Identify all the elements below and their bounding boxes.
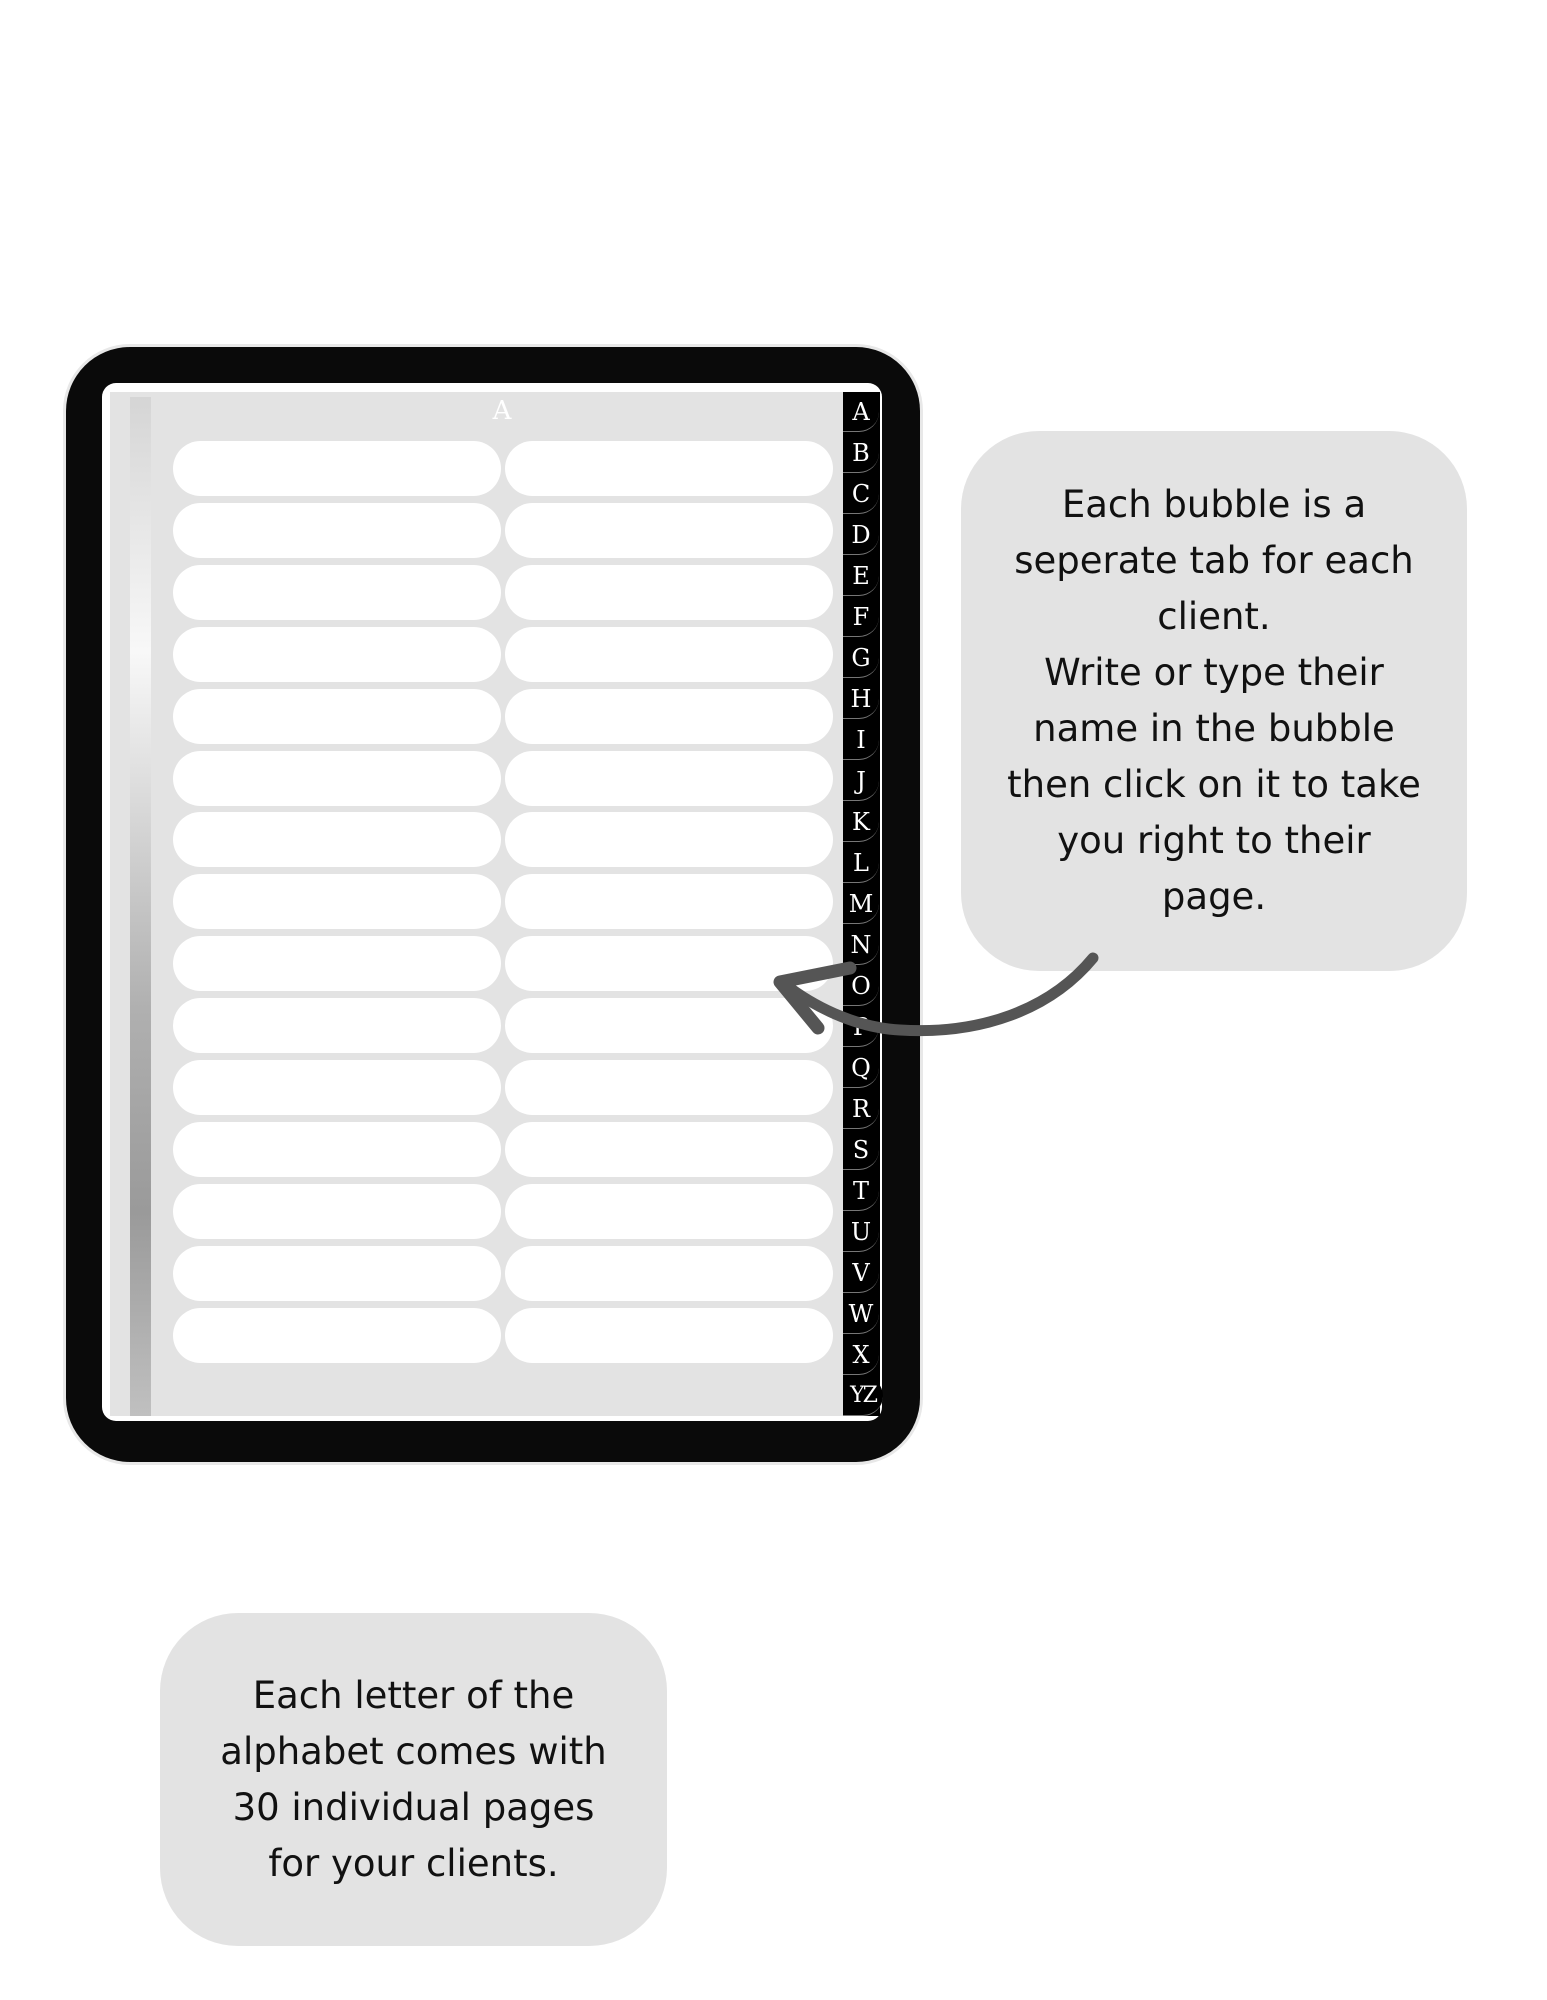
client-name-bubble[interactable] — [173, 627, 501, 682]
tab-p[interactable]: P — [843, 1007, 879, 1047]
client-name-bubble[interactable] — [173, 441, 501, 496]
client-name-bubble[interactable] — [505, 689, 833, 744]
client-name-bubble[interactable] — [505, 627, 833, 682]
tab-k[interactable]: K — [843, 802, 879, 842]
client-name-bubble[interactable] — [505, 1122, 833, 1177]
client-name-bubble[interactable] — [173, 751, 501, 806]
client-name-bubble[interactable] — [505, 751, 833, 806]
tab-r[interactable]: R — [843, 1089, 879, 1129]
page-title: A — [492, 396, 512, 426]
tab-e[interactable]: E — [843, 556, 879, 596]
client-name-bubble[interactable] — [173, 874, 501, 929]
client-name-bubble[interactable] — [173, 936, 501, 991]
tab-l[interactable]: L — [843, 843, 879, 883]
callout-letters — [160, 1613, 667, 1946]
client-name-bubble[interactable] — [505, 1308, 833, 1363]
client-name-bubble[interactable] — [505, 503, 833, 558]
tab-b[interactable]: B — [843, 433, 879, 473]
tab-u[interactable]: U — [843, 1212, 879, 1252]
tab-w[interactable]: W — [843, 1294, 879, 1334]
tab-n[interactable]: N — [843, 925, 879, 965]
tab-m[interactable]: M — [843, 884, 879, 924]
callout-letters-text: Each letter of the alphabet comes with 30 individual pages for your clients. — [220, 1673, 607, 1885]
client-name-bubble[interactable] — [505, 998, 833, 1053]
client-name-bubble[interactable] — [505, 936, 833, 991]
client-name-bubble[interactable] — [173, 689, 501, 744]
tab-o[interactable]: O — [843, 966, 879, 1006]
tab-f[interactable]: F — [843, 597, 879, 637]
tab-s[interactable]: S — [843, 1130, 879, 1170]
callout-bubbles — [961, 431, 1467, 971]
client-name-bubble[interactable] — [173, 565, 501, 620]
tab-i[interactable]: I — [843, 720, 879, 760]
tab-q[interactable]: Q — [843, 1048, 879, 1088]
tab-yz[interactable]: YZ — [843, 1376, 883, 1416]
client-name-bubble[interactable] — [173, 1308, 501, 1363]
client-name-bubble[interactable] — [505, 812, 833, 867]
client-name-bubble[interactable] — [505, 565, 833, 620]
client-name-bubble[interactable] — [505, 1060, 833, 1115]
callout-bubbles-text: Each bubble is a seperate tab for each client. Write or type their name in the bubble then click on it to take you right to their page. — [1007, 483, 1421, 918]
tab-t[interactable]: T — [843, 1171, 879, 1211]
tab-x[interactable]: X — [843, 1335, 879, 1375]
client-name-bubble[interactable] — [505, 1246, 833, 1301]
client-name-bubble[interactable] — [173, 1184, 501, 1239]
tab-j[interactable]: J — [843, 761, 879, 801]
page-edge-gradient — [130, 397, 151, 1416]
client-name-bubble[interactable] — [173, 812, 501, 867]
client-name-bubble[interactable] — [505, 874, 833, 929]
client-name-bubble[interactable] — [173, 998, 501, 1053]
tab-g[interactable]: G — [843, 638, 879, 678]
client-name-bubble[interactable] — [173, 1246, 501, 1301]
client-name-bubble[interactable] — [173, 1122, 501, 1177]
tab-h[interactable]: H — [843, 679, 879, 719]
tab-a[interactable]: A — [843, 392, 879, 432]
tab-c[interactable]: C — [843, 474, 879, 514]
tab-d[interactable]: D — [843, 515, 879, 555]
tab-v[interactable]: V — [843, 1253, 879, 1293]
client-name-bubble[interactable] — [173, 503, 501, 558]
client-name-bubble[interactable] — [173, 1060, 501, 1115]
client-name-bubble[interactable] — [505, 441, 833, 496]
client-name-bubble[interactable] — [505, 1184, 833, 1239]
